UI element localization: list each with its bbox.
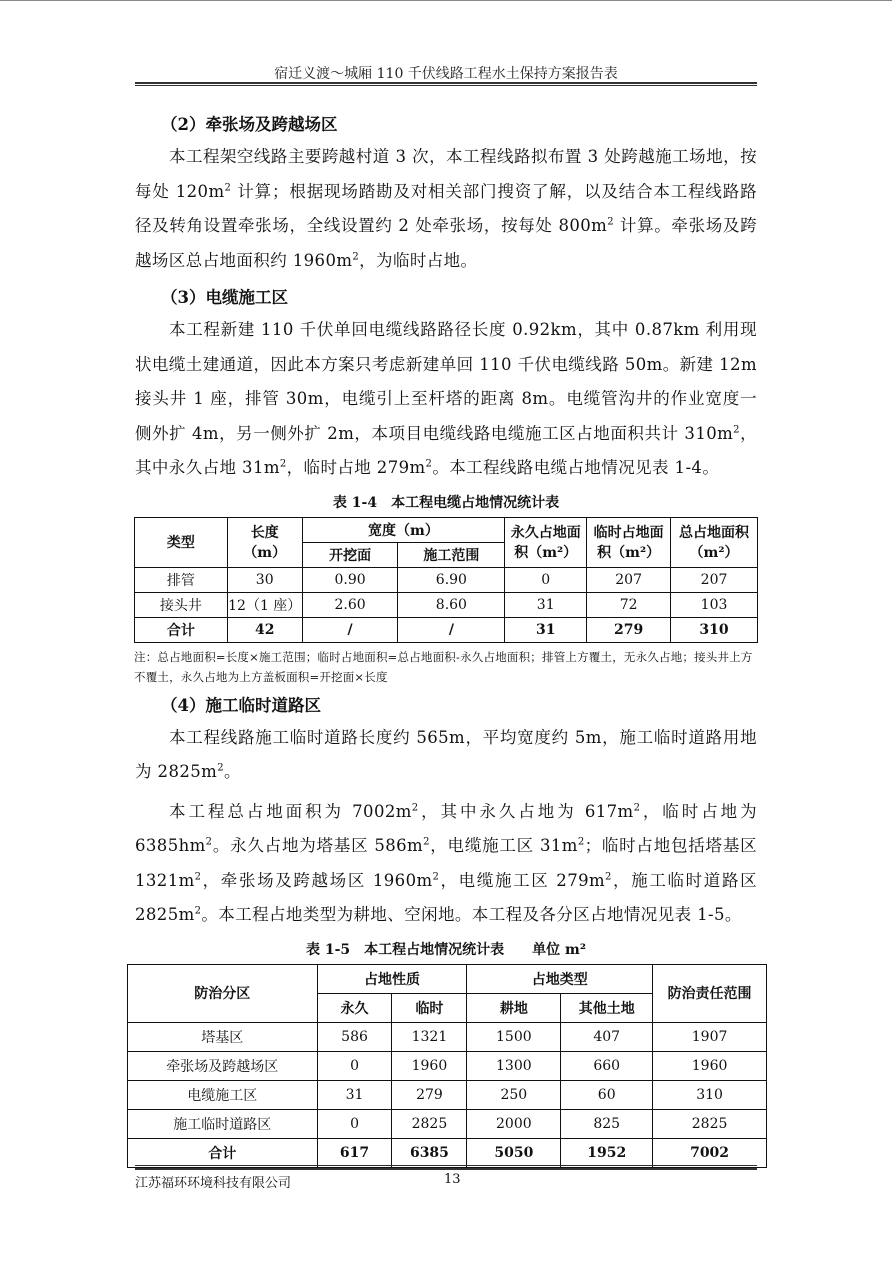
table-header-other-land: 其他土地: [561, 993, 653, 1022]
table-total-row: 合计 42 / / 31 279 310: [135, 617, 758, 642]
section-4-paragraph-1: 本工程线路施工临时道路长度约 565m，平均宽度约 5m，施工临时道路用地为 $2825m^2$。: [135, 727, 757, 781]
table-header-temporary: 临时: [392, 993, 467, 1022]
section-heading-3: （3）电缆施工区: [161, 288, 288, 307]
table-header-length: 长度 （m）: [227, 517, 302, 567]
section-heading-2: （2）牵张场及跨越场区: [161, 115, 338, 134]
table-1-5: [127, 964, 767, 1168]
table-header-total-area: 总占地面积（m²）: [671, 517, 758, 567]
table-header-scope: 施工范围: [398, 542, 505, 567]
table-row: 接头井 12（1 座） 2.60 8.60 31 72 103: [135, 592, 758, 617]
table-header-farmland: 耕地: [467, 993, 561, 1022]
table-row: 牵张场及跨越场区 0 1960 1300 660 1960: [128, 1051, 767, 1080]
table-header-width: 宽度（m）: [302, 517, 505, 542]
header-rule: [135, 82, 757, 84]
section-4-paragraph-2: 本工程总占地面积为 $7002m^2$，其中永久占地为 $617m^2$，临时占地为 $6385hm^2$。永久占地为塔基区 $586m^2$，电缆施工区 $31m^2$；临时占地包括塔基区 $1321m^2$，牵张场及跨越场区 $1960m^2$，电缆施工区 $279m^2$，施工临时道路区 $2825m^2$。本工程占地类型为耕地、空闲地。本工程及各分区占地情况见表 1-5。: [135, 801, 758, 924]
page-body: [135, 110, 757, 1168]
table-header-land-nature: 占地性质: [317, 964, 467, 993]
table-row: 排管 30 0.90 6.90 0 207 207: [135, 567, 758, 592]
table-row: 施工临时道路区 0 2825 2000 825 2825: [128, 1109, 767, 1138]
header-rule-thin: [135, 85, 757, 86]
section-heading-4: （4）施工临时道路区: [161, 695, 321, 715]
table-header-type: 类型: [135, 517, 228, 567]
table-header-land-type: 占地类型: [467, 964, 653, 993]
table-header-responsibility: 防治责任范围: [653, 964, 767, 1022]
table-header-temporary-area: 临时占地面积（m²）: [587, 517, 671, 567]
page-header: 宿迁义渡～城厢 110 千伏线路工程水土保持方案报告表: [274, 66, 618, 82]
table-header-permanent: 永久: [317, 993, 392, 1022]
table-row: 电缆施工区 31 279 250 60 310: [128, 1080, 767, 1109]
footer-company: 江苏福环环境科技有限公司: [135, 1176, 292, 1191]
table-header-zone: 防治分区: [128, 964, 318, 1022]
table-header-excavation: 开挖面: [302, 542, 398, 567]
table-1-5-caption: 表 1-5 本工程占地情况统计表 单位 m²: [306, 941, 586, 958]
table-1-4-note: 注：总占地面积=长度×施工范围；临时占地面积=总占地面积-永久占地面积；排管上方覆土，无永久占地；接头井上方不覆土，永久占地为上方盖板面积=开挖面×长度: [134, 649, 753, 684]
footer-rule-thick: [135, 1168, 757, 1170]
page-number: 13: [444, 1172, 461, 1187]
table-1-4: [134, 517, 758, 643]
table-header-permanent-area: 永久占地面积（m²）: [505, 517, 587, 567]
table-row: 塔基区 586 1321 1500 407 1907: [128, 1022, 767, 1051]
top-border: [0, 0, 892, 1]
footer-rule: [135, 1165, 757, 1166]
section-3-paragraph: 本工程新建 110 千伏单回电缆线路路径长度 0.92km，其中 0.87km 利用现状电缆土建通道，因此本方案只考虑新建单回 110 千伏电缆线路 50m。新建 12m 接头井 1 座，排管 30m，电缆引上至杆塔的距离 8m。电缆管沟井的作业宽度一侧外扩 4m，另一侧外扩 2m，本项目电缆线路电缆施工区占地面积共计 $310m^2$，其中永久占地 $31m^2$，临时占地 $279m^2$。本工程线路电缆占地情况见表 1-4。: [135, 320, 758, 477]
section-2-paragraph: 本工程架空线路主要跨越村道 3 次，本工程线路拟布置 3 处跨越施工场地，按每处 $120m^2$ 计算；根据现场踏勘及对相关部门搜资了解，以及结合本工程线路路径及转角设置牵张场，全线设置约 2 处牵张场，按每处 $800m^2$ 计算。牵张场及跨越场区总占地面积约 $1960m^2$，为临时占地。: [135, 147, 757, 270]
table-total-row: 合计 617 6385 5050 1952 7002: [128, 1138, 767, 1167]
table-1-4-caption: 表 1-4 本工程电缆占地情况统计表: [332, 494, 560, 511]
